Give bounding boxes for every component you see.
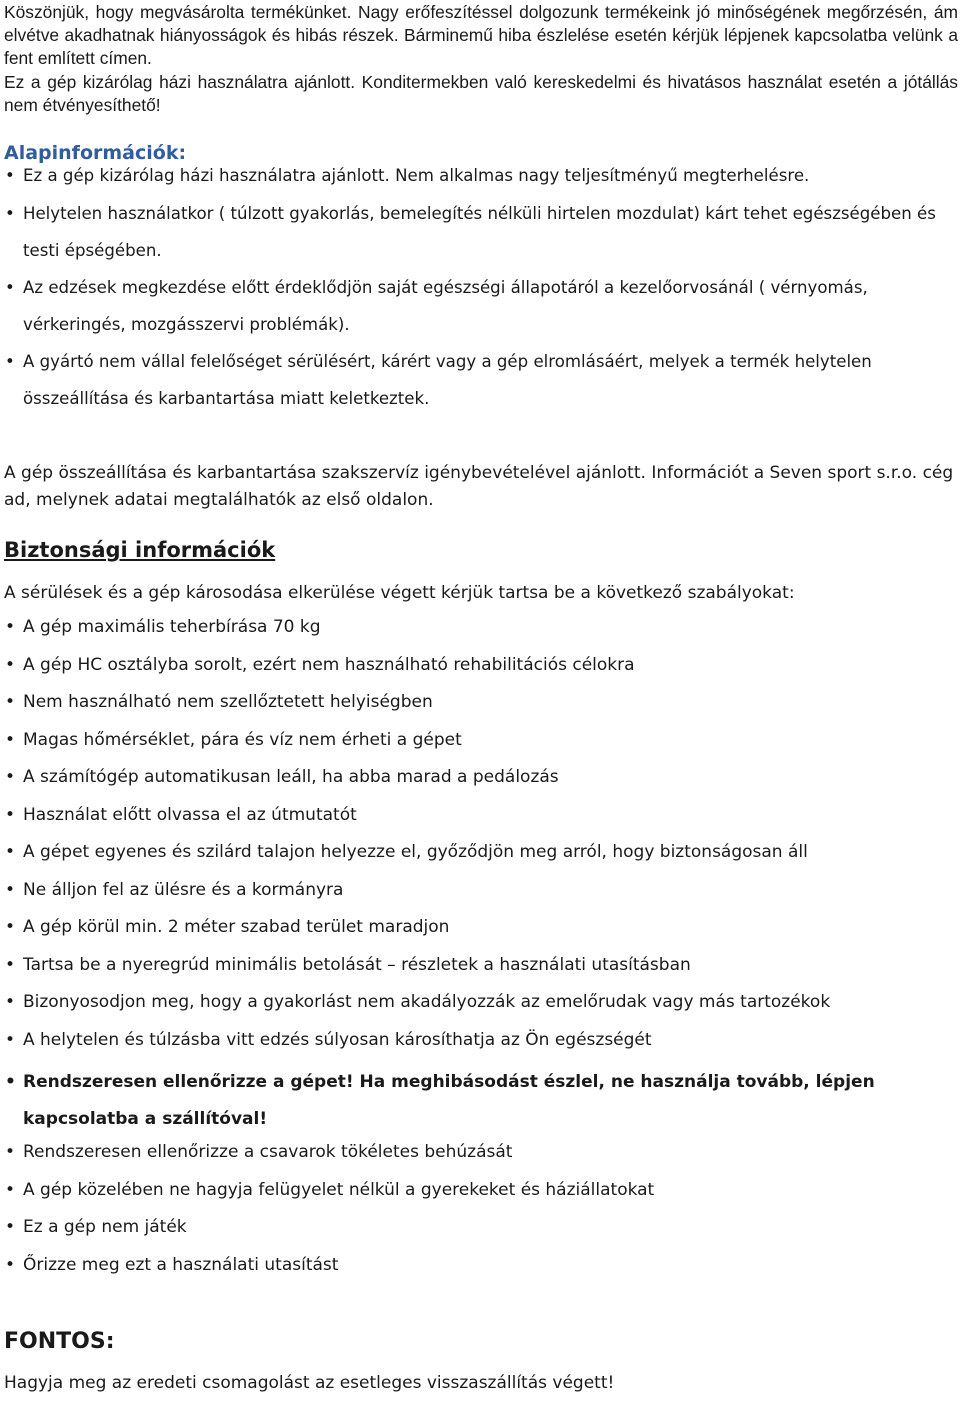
bullet-icon: • <box>5 1072 16 1092</box>
list-item <box>4 877 958 904</box>
list-item-text: Ez a gép nem játék <box>23 1217 187 1237</box>
bullet-icon: • <box>5 842 16 862</box>
list-item <box>4 1214 958 1241</box>
bullet-icon: • <box>5 879 16 900</box>
list-item-text: A gép HC osztályba sorolt, ezért nem használható rehabilitációs célokra <box>23 654 635 675</box>
bullet-icon: • <box>5 617 16 637</box>
list-item-text: Rendszeresen ellenőrizze a csavarok tökéletes behúzását <box>23 1142 513 1162</box>
bullet-icon: • <box>5 692 16 712</box>
list-item <box>4 839 958 866</box>
bullet-icon: • <box>5 278 15 297</box>
list-item <box>4 689 958 716</box>
list-item <box>4 343 958 417</box>
important-text: Hagyja meg az eredeti csomagolást az esetleges visszaszállítás végett! <box>4 1372 615 1393</box>
list-item-text: A gép közelében ne hagyja felügyelet nélkül a gyerekeket és háziállatokat <box>23 1179 655 1200</box>
bullet-icon: • <box>5 767 16 787</box>
bullet-icon: • <box>5 1029 16 1050</box>
list-item-important <box>4 1064 958 1138</box>
basic-info-heading: Alapinformációk: <box>4 142 187 164</box>
list-item <box>4 989 958 1016</box>
document-page <box>4 0 958 1397</box>
safety-lead: A sérülések és a gép károsodása elkerülése végett kérjük tartsa be a következő szabályokat: <box>4 583 795 603</box>
intro-section <box>4 1 958 117</box>
list-item <box>4 802 958 829</box>
list-item <box>4 952 958 979</box>
bullet-icon: • <box>5 1217 16 1237</box>
list-item <box>4 1252 958 1279</box>
list-item-text: Használat előtt olvassa el az útmutatót <box>23 804 357 825</box>
list-item <box>4 764 958 791</box>
list-item <box>4 614 958 641</box>
list-item-text: Helytelen használatkor ( túlzott gyakorlás, bemelegítés nélküli hirtelen mozdulat) kárt tehet egészségében és testi épségében. <box>23 204 936 260</box>
basic-info-list <box>4 162 958 417</box>
intro-paragraph-2: Ez a gép kizárólag házi használatra ajánlott. Konditermekben való kereskedelmi és hivatásos használat esetén a jótállás nem étvényesíthető! <box>4 72 958 115</box>
bullet-icon: • <box>5 352 15 371</box>
list-item-text: A számítógép automatikusan leáll, ha abba marad a pedálozás <box>23 767 559 787</box>
list-item <box>4 914 958 941</box>
bullet-icon: • <box>5 204 15 223</box>
bullet-icon: • <box>5 992 16 1012</box>
list-item-text: Az edzések megkezdése előtt érdeklődjön saját egészségi állapotáról a kezelőorvosánál ( vérnyomás, vérkeringés, mozgásszervi problémák). <box>23 278 868 334</box>
bullet-icon: • <box>5 804 16 825</box>
list-item-text: A gép maximális teherbírása 70 kg <box>23 617 321 637</box>
list-item-text: A gépet egyenes és szilárd talajon helyezze el, győződjön meg arról, hogy biztonságosan áll <box>23 842 808 862</box>
bullet-icon: • <box>5 1142 16 1162</box>
list-item <box>4 1177 958 1204</box>
list-item-text: Bizonyosodjon meg, hogy a gyakorlást nem akadályozzák az emelőrudak vagy más tartozékok <box>23 992 831 1012</box>
list-item-text: Rendszeresen ellenőrizze a gépet! Ha meghibásodást észlel, ne használja tovább, lépjen kapcsolatba a szállítóval! <box>23 1072 875 1129</box>
list-item-text: Őrizze meg ezt a használati utasítást <box>23 1254 339 1275</box>
list-item <box>4 1139 958 1166</box>
list-item <box>4 1027 958 1054</box>
list-item <box>4 162 958 189</box>
bullet-icon: • <box>5 1179 16 1200</box>
safety-list <box>4 614 958 1279</box>
list-item <box>4 269 958 343</box>
list-item-text: Magas hőmérséklet, pára és víz nem érheti a gépet <box>23 729 462 750</box>
list-item-text: A gyártó nem vállal felelőséget sérülésért, kárért vagy a gép elromlásáért, melyek a termék helytelen összeállítása és karbantartása miatt keletkeztek. <box>23 352 872 408</box>
important-heading: FONTOS: <box>4 1328 115 1354</box>
list-item-text: A gép körül min. 2 méter szabad terület maradjon <box>23 917 450 937</box>
bullet-icon: • <box>5 654 16 675</box>
list-item <box>4 195 958 269</box>
list-item <box>4 652 958 679</box>
safety-heading: Biztonsági információk <box>4 538 276 562</box>
service-note: A gép összeállítása és karbantartása szakszervíz igénybevételével ajánlott. Információt a Seven sport s.r.o. cég ad, melynek adatai megtalálhatók az első oldalon. <box>4 463 954 510</box>
intro-paragraph-1: Köszönjük, hogy megvásárolta termékünket. Nagy erőfeszítéssel dolgozunk termékeink jó minőségének megőrzésén, ám elvétve akadhatnak hiányosságok és hibás részek. Bárminemű hiba észlelése esetén kérjük lépjenek kapcsolatba velünk a fent említett címen. <box>4 2 958 68</box>
list-item-text: Ne álljon fel az ülésre és a kormányra <box>23 879 344 900</box>
bullet-icon: • <box>5 954 16 975</box>
list-item-text: Ez a gép kizárólag házi használatra ajánlott. Nem alkalmas nagy teljesítményű megterhelésre. <box>23 166 810 185</box>
bullet-icon: • <box>5 729 16 750</box>
list-item <box>4 727 958 754</box>
bullet-icon: • <box>5 1254 16 1275</box>
list-item-text: Nem használható nem szellőztetett helyiségben <box>23 692 433 712</box>
bullet-icon: • <box>5 917 16 937</box>
list-item-text: Tartsa be a nyeregrúd minimális betolását – részletek a használati utasításban <box>23 954 691 975</box>
list-item-text: A helytelen és túlzásba vitt edzés súlyosan károsíthatja az Ön egészségét <box>23 1029 652 1050</box>
bullet-icon: • <box>5 166 15 185</box>
